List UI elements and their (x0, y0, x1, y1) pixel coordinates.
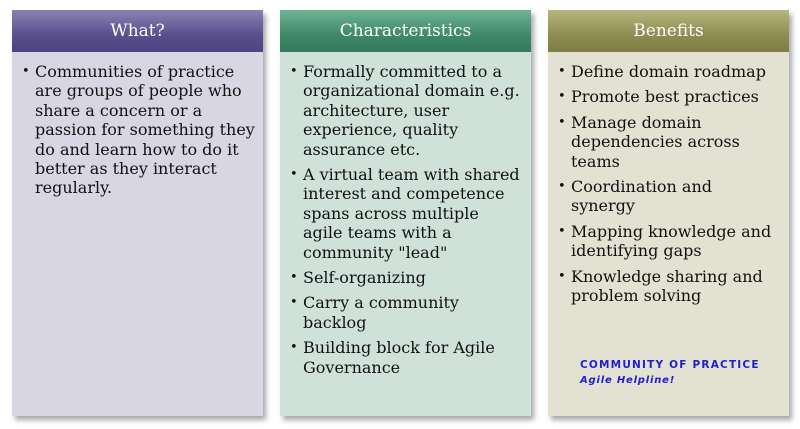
benefits-header (548, 10, 789, 52)
characteristics-item: • A virtual team with shared interest and competence spans across multiple agile teams with a community "lead" (290, 165, 523, 262)
characteristics-item: • Formally committed to a organizational domain e.g. architecture, user experience, quality assurance etc. (290, 62, 523, 159)
what-list (22, 62, 255, 198)
benefits-item: • Mapping knowledge and identifying gaps (558, 222, 781, 261)
characteristics-body (280, 52, 531, 416)
community-badge (580, 359, 760, 386)
what-item: • Communities of practice are groups of people who share a concern or a passion for something they do and learn how to do it better as they interact regularly. (22, 62, 255, 198)
badge-line-1: COMMUNITY OF PRACTICE (580, 359, 760, 371)
benefits-item: • Coordination and synergy (558, 177, 781, 216)
benefits-title: Benefits (633, 21, 704, 41)
benefits-item: • Manage domain dependencies across teams (558, 113, 781, 171)
benefits-item: • Knowledge sharing and problem solving (558, 267, 781, 306)
what-column (12, 10, 263, 416)
characteristics-item: • Self-organizing (290, 268, 523, 287)
characteristics-title: Characteristics (339, 21, 472, 41)
benefits-item: • Promote best practices (558, 87, 781, 106)
benefits-item: • Define domain roadmap (558, 62, 781, 81)
badge-line-2: Agile Helpline! (580, 375, 676, 386)
benefits-column (548, 10, 789, 416)
what-body (12, 52, 263, 416)
characteristics-column (280, 10, 531, 416)
what-header (12, 10, 263, 52)
characteristics-list (290, 62, 523, 377)
characteristics-item: • Carry a community backlog (290, 293, 523, 332)
characteristics-item: • Building block for Agile Governance (290, 338, 523, 377)
characteristics-header (280, 10, 531, 52)
benefits-list (558, 62, 781, 305)
what-title: What? (110, 21, 165, 41)
